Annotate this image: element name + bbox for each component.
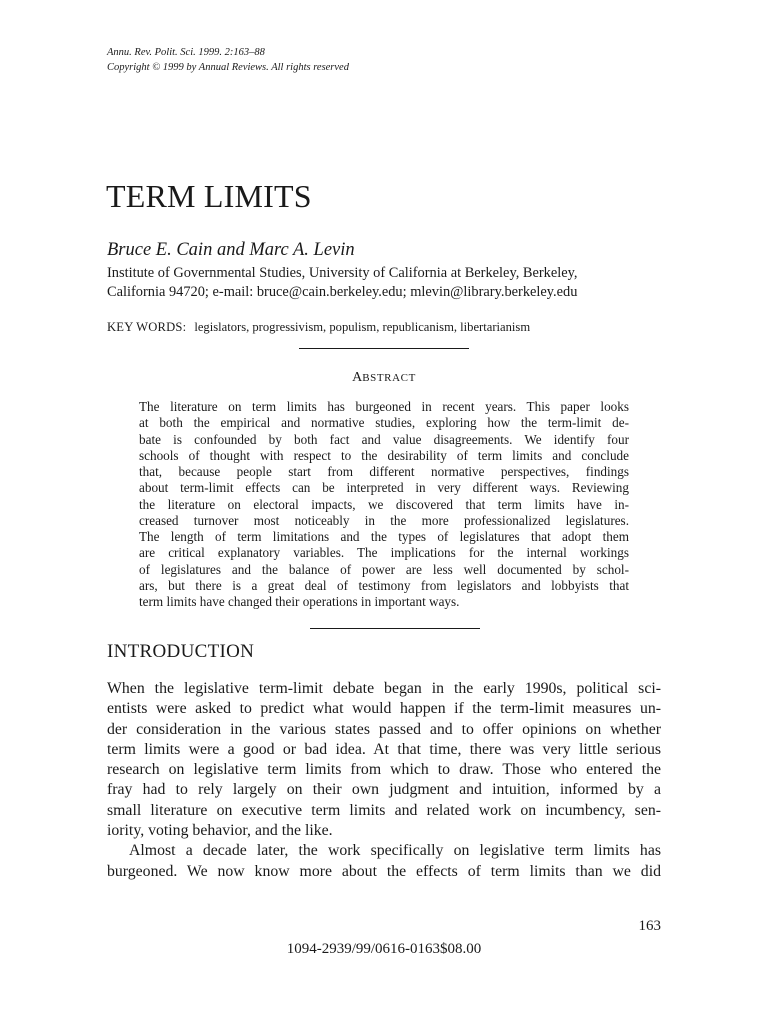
keywords bbox=[107, 319, 530, 335]
article-authors: Bruce E. Cain and Marc A. Levin bbox=[107, 240, 355, 260]
section-divider bbox=[310, 628, 480, 629]
abstract-heading bbox=[0, 369, 768, 387]
body-line: iority, voting behavior, and the like. bbox=[107, 822, 333, 840]
author-affiliation bbox=[107, 264, 667, 302]
abstract-line: about term-limit effects can be interpreted in very different ways. Reviewing bbox=[139, 480, 629, 496]
abstract-line: ars, but there is a great deal of testimony from legislators and lobbyists that bbox=[139, 577, 629, 593]
abstract-line: schools of thought with respect to the desirability of term limits and conclude bbox=[139, 447, 629, 463]
abstract-heading-rest: BSTRACT bbox=[362, 372, 416, 384]
page-number: 163 bbox=[638, 918, 661, 934]
journal-citation: Annu. Rev. Polit. Sci. 1999. 2:163–88 bbox=[107, 47, 265, 58]
keywords-label: KEY WORDS: bbox=[107, 320, 187, 334]
abstract-line: The length of term limitations and the types of legislatures that adopt them bbox=[139, 529, 629, 544]
affiliation-line: Institute of Governmental Studies, University of California at Berkeley, Berkeley, bbox=[107, 265, 578, 281]
abstract-line: are critical explanatory variables. The implications for the internal workings bbox=[139, 545, 629, 561]
introduction-heading: INTRODUCTION bbox=[107, 641, 255, 662]
body-line: der consideration in the various states passed and to offer opinions on whether bbox=[107, 720, 661, 738]
abstract-line: of legislatures and the balance of power are less well documented by schol- bbox=[139, 561, 629, 577]
body-line: burgeoned. We now know more about the effects of term limits than we did bbox=[107, 862, 661, 880]
abstract-line: creased turnover most noticeably in the more professionalized legislatures. bbox=[139, 512, 629, 528]
footer-code: 1094-2939/99/0616-0163$08.00 bbox=[286, 941, 482, 957]
abstract-line: at both the empirical and normative studies, exploring how the term-limit de- bbox=[139, 415, 629, 431]
introduction-body bbox=[107, 679, 661, 882]
body-line: small literature on executive term limits and related work on incumbency, sen- bbox=[107, 801, 661, 819]
affiliation-line: California 94720; e-mail: bruce@cain.berkeley.edu; mlevin@library.berkeley.edu bbox=[107, 284, 578, 300]
abstract-line: that, because people start from different normative perspectives, findings bbox=[139, 464, 629, 479]
body-line: entists were asked to predict what would happen if the term-limit measures un- bbox=[107, 700, 661, 718]
abstract-line: bate is confounded by both fact and value disagreements. We identify four bbox=[139, 431, 629, 447]
body-line: When the legislative term-limit debate began in the early 1990s, political sci- bbox=[107, 680, 661, 697]
article-title: TERM LIMITS bbox=[106, 178, 312, 214]
copyright-notice: Copyright © 1999 by Annual Reviews. All rights reserved bbox=[107, 62, 349, 73]
body-line: research on legislative term limits from which to draw. Those who entered the bbox=[107, 761, 661, 779]
section-divider bbox=[299, 348, 469, 349]
abstract-heading-initial: A bbox=[352, 370, 363, 385]
keywords-terms: legislators, progressivism, populism, republicanism, libertarianism bbox=[194, 320, 531, 334]
abstract-body bbox=[139, 399, 629, 610]
abstract-line: term limits have changed their operations in important ways. bbox=[139, 594, 460, 609]
abstract-line: the literature on electoral impacts, we discovered that term limits have in- bbox=[139, 496, 629, 512]
abstract-line: The literature on term limits has burgeoned in recent years. This paper looks bbox=[139, 399, 629, 414]
body-line: Almost a decade later, the work specifically on legislative term limits has bbox=[129, 842, 661, 860]
body-line: term limits were a good or bad idea. At that time, there was very little serious bbox=[107, 740, 661, 758]
body-line: fray had to rely largely on their own judgment and intuition, informed by a bbox=[107, 781, 661, 799]
